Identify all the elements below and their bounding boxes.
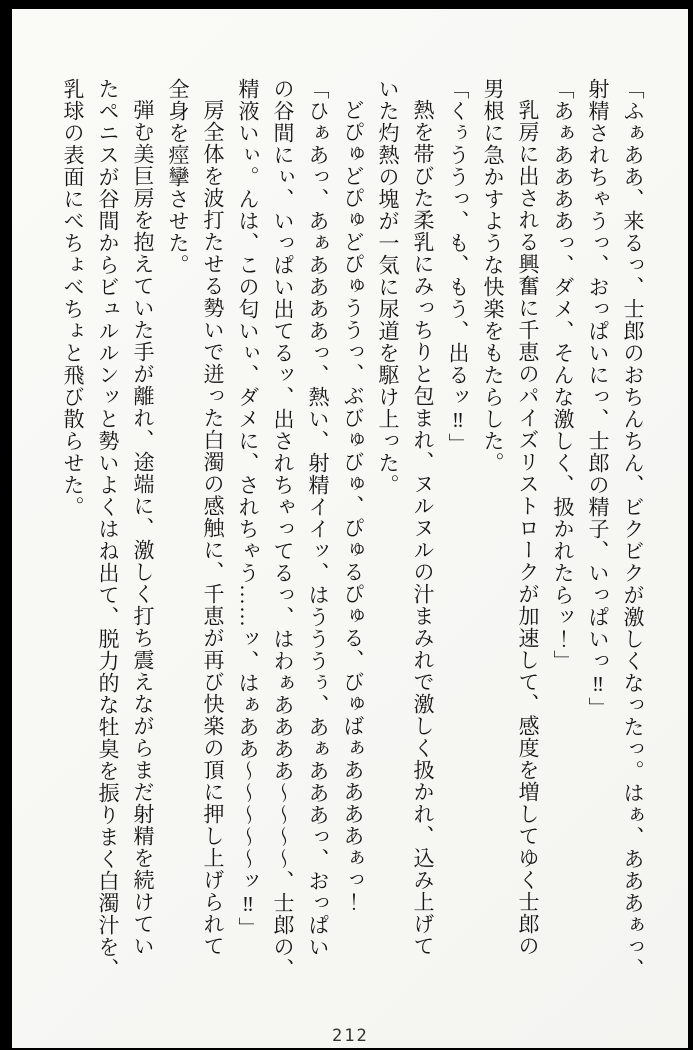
text-column: 「あぁああああっ、ダメ、そんな激しく、扱かれたらッ！」 [551,78,575,672]
text-column: の谷間にぃ、いっぱい出てるッ、出されちゃってるっ、はわぁああああ〜〜〜〜、士郎の、 [271,78,295,980]
text-column: 乳球の表面にべちょべちょと飛び散らせた。 [61,78,85,518]
text-column: どぴゅどぴゅどぴゅううっ、ぶびゅびゅ、ぴゅるぴゅる、びゅばぁああああぁっ！ [341,99,365,913]
page-number: 212 [332,1026,369,1046]
text-column: 房全体を波打たせる勢いで迸った白濁の感触に、千恵が再び快楽の頂に押し上げられて [201,99,225,957]
text-column: 「ひぁあっ、あぁああああっ、熱い、射精イイッ、はうううぅ、あぁあああっ、おっぱい [306,78,330,958]
text-column: 射精されちゃうっ、おっぱいにっ、士郎の精子、いっぱいっ‼」 [586,78,610,719]
text-column: 熱を帯びた柔乳にみっちりと包まれ、ヌルヌルの汁まみれで激しく扱かれ、込み上げて [411,99,435,957]
text-column: たペニスが谷間からビュルルンッと勢いよくはね出て、脱力的な牡臭を振りまく白濁汁を、 [96,78,120,980]
text-column: 「くぅううっ、も、もう、出るッ‼」 [446,78,470,455]
vertical-text-block [55,78,650,990]
text-column: いた灼熱の塊が一気に尿道を駆け上った。 [376,78,400,496]
text-column: 「ふぁああ、来るっ、士郎のおちんちん、ビクビクが激しくなったっ。はぁ、あああぁっ、 [621,78,645,980]
text-column: 精液いぃ。んは、この匂いぃ、ダメに、されちゃう……ッ、はぁああ〜〜〜〜〜ッ‼」 [236,78,260,939]
text-column: 全身を痙攣させた。 [166,78,190,276]
text-column: 男根に急かすような快楽をもたらした。 [481,78,505,474]
text-column: 弾む美巨房を抱えていた手が離れ、途端に、激しく打ち震えながらまだ射精を続けてい [131,99,155,957]
text-column: 乳房に出される興奮に千恵のパイズリストロークが加速して、感度を増してゆく士郎の [516,99,540,957]
book-page-paper [12,9,688,1048]
